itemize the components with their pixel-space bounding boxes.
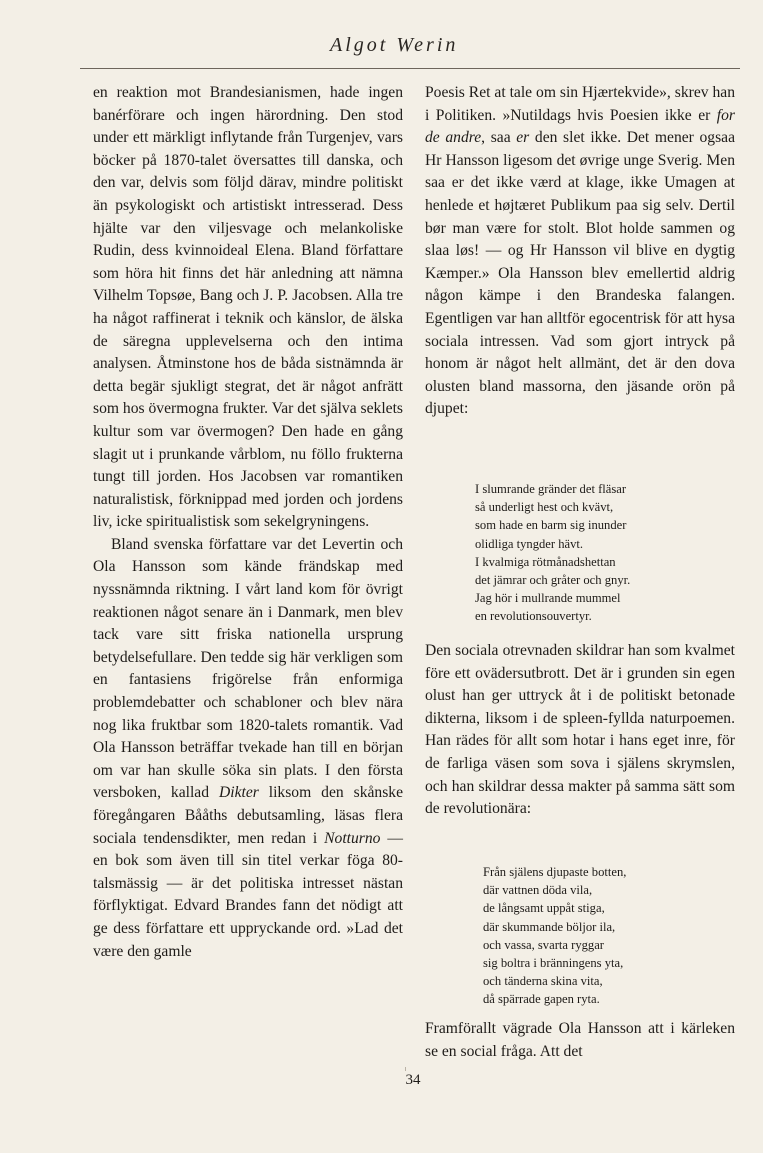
- poem-line: där skummande böljor ila,: [483, 919, 616, 934]
- poem-line: olidliga tyngder hävt.: [475, 536, 584, 551]
- footer-tick: [405, 1067, 406, 1071]
- poem-line: och tänderna skina vita,: [483, 974, 603, 989]
- poem-line: I kvalmiga rötmånadshettan: [475, 554, 616, 569]
- poem-quote-1: [475, 480, 630, 626]
- right-paragraph-3: Framförallt vägrade Ola Hansson att i kärleken se en social fråga. Att det: [425, 1020, 735, 1060]
- left-paragraph-2: Bland svenska författare var det Levertin och Ola Hansson som kände frändskap med nyssnämnda riktning. I vårt land kom för övrigt reaktionen något senare än i Danmark, men blev tack vare sitt friska nationella ursprung betydelsefullare. Den tedde sig här verkligen som en fantasiens frigörelse från enformiga problemdebatter och schabloner och blev nära nog lika fruktbar som 1820-talets romantik. Vad Ola Hansson beträffar tvekade han till en början om var han skulle söka sin plats. I den första versboken, kallad Dikter liksom den skånske föregångaren Bååths debutsamling, läsas flera sociala tendensdikter, men redan i Notturno — en bok som även till sin titel verkar föga 80-talsmässig — är det politiska intresset nästan förflyktigat. Edvard Brandes fann det nödigt att ge dess författare ett uppryckande ord. »Lad det være den gamle: [93, 535, 403, 960]
- poem-line: och vassa, svarta ryggar: [483, 937, 604, 952]
- running-header: Algot Werin: [330, 34, 459, 56]
- left-column: [93, 82, 403, 963]
- right-paragraph-1: Poesis Ret at tale om sin Hjærtekvide», skrev han i Politiken. »Nutildags hvis Poesien ikke er for de andre, saa er den slet ikke. Det mener ogsaa Hr Hansson ligesom det øvrige unge Sverig. Men saa er det ikke værd at klage, ikke Umagen at henlede et højtæret Publikum paa sig selv. Dertil bør man være for stolt. Blot holde sammen og slaa løs! — og Hr Hansson vil blive en dygtig Kæmper.» Ola Hansson blev emellertid aldrig någon kämpe i den Brandeska falangen. Egentligen var han alltför egocentrisk för att hysa sociala intressen. Vad som gjort intryck på honom är något helt allmänt, det är den dova olusten bland massorna, den jäsande orön på djupet:: [425, 84, 736, 418]
- poem-line: Från själens djupaste botten,: [483, 865, 627, 879]
- poem-line: som hade en barm sig inunder: [475, 518, 627, 533]
- poem-line: sig boltra i bränningens yta,: [483, 956, 624, 971]
- poem-line: Jag hör i mullrande mummel: [475, 591, 621, 606]
- poem-line: de långsamt uppåt stiga,: [483, 901, 605, 916]
- poem-quote-2: [483, 863, 626, 1009]
- left-paragraph-1: en reaktion mot Brandesianismen, hade ingen banérförare och ingen härordning. Den stod under ett märkligt inflytande från Turgenjev, vars böcker på 1870-talet översattes till danska, och den var, delvis som följd därav, mindre politiskt än psykologiskt och artistiskt intresserad. Dess hjälte var den viljesvage och melankoliske Rudin, dess kvinnoideal Elena. Bland författare som höra hit finns det här anledning att nämna Vilhelm Topsøe, Bang och J. P. Jacobsen. Alla tre ha något raffinerat i teknik och känslor, de älska de säregna upplevelserna och den intima analysen. Åtminstone hos de båda sistnämnda är detta begär sjukligt stegrat, det är något anfrätt som hos övermogna frukter. Var det själva seklets kultur som var övermogen? Den hade en gång slagit ut i prunkande vårblom, nu föllo frukterna tungt till jorden. Hos Jacobsen var romantiken naturalistisk, förknippad med jorden och jordens liv, icke spiritualistisk som sekelgryningens.: [93, 84, 403, 531]
- page-number: 34: [405, 1072, 421, 1088]
- title-notturno: Notturno: [324, 829, 381, 847]
- poem-line: där vattnen döda vila,: [483, 883, 593, 898]
- poem-line: det jämrar och gråter och gnyr.: [475, 573, 631, 588]
- header-rule: [80, 68, 740, 69]
- right-paragraph-2: Den sociala otrevnaden skildrar han som kvalmet före ett ovädersutbrott. Det är i grunden sin egen olust han ger uttryck åt i de politiskt betonade dikterna, liksom i de spleen-fyllda naturpoemen. Han rädes för allt som hotar i hans eget inre, för de farliga väsen som sova i själens skrymslen, och han skildrar dessa makter på samma sätt som de revolutionära:: [425, 642, 735, 818]
- right-column-top: [425, 82, 735, 421]
- poem-line: så underligt hest och kvävt,: [475, 500, 614, 515]
- poem-line: en revolutionsouvertyr.: [475, 609, 592, 624]
- title-dikter: Dikter: [218, 784, 259, 802]
- poem-line: då spärrade gapen ryta.: [483, 992, 600, 1007]
- poem-line: I slumrande gränder det fläsar: [475, 482, 627, 496]
